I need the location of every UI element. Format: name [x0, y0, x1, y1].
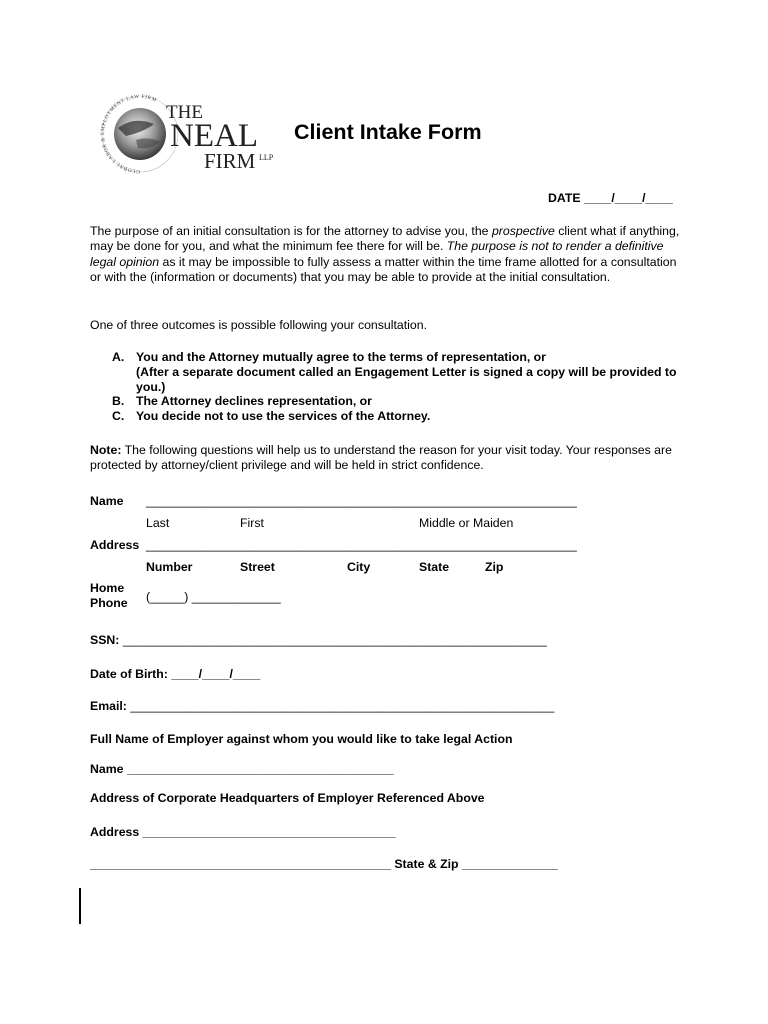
- globe-icon: [114, 108, 166, 160]
- svg-text:LLP: LLP: [259, 153, 274, 162]
- number-caption: Number: [146, 560, 193, 574]
- email-row: [90, 699, 554, 713]
- email-field[interactable]: ______________________________________________________________: [130, 699, 555, 713]
- ssn-field[interactable]: ______________________________________________________________: [122, 633, 547, 647]
- employer-name-row: [90, 762, 394, 776]
- outcomes-list: [112, 350, 702, 424]
- city-state-zip-row: [90, 857, 558, 871]
- name-label: Name: [90, 494, 124, 508]
- list-item: C. You decide not to use the services of the Attorney.: [112, 409, 431, 424]
- outcomes-intro: One of three outcomes is possible following your consultation.: [90, 318, 427, 332]
- dob-label: Date of Birth:: [90, 667, 168, 681]
- firm-logo: [96, 92, 286, 182]
- address-label: Address: [90, 538, 140, 552]
- form-title: Client Intake Form: [294, 120, 482, 144]
- logo-graphic: [96, 92, 286, 182]
- list-item: A. You and the Attorney mutually agree to the terms of representation, or (After a separate document called an Engagement Letter is signed a copy will be provided to you.): [112, 350, 677, 394]
- name-field[interactable]: _______________________________________________________________: [146, 494, 577, 508]
- text-cursor: [79, 888, 81, 924]
- zip-caption: Zip: [485, 560, 504, 574]
- employer-address-field[interactable]: _____________________________________: [142, 825, 396, 839]
- address-field[interactable]: _______________________________________________________________: [146, 538, 577, 552]
- employer-address-label: Address: [90, 825, 140, 839]
- employer-heading: Full Name of Employer against whom you would like to take legal Action: [90, 732, 513, 746]
- date-line: ____/____/____: [583, 191, 673, 205]
- ssn-row: [90, 633, 547, 647]
- svg-text:NEAL: NEAL: [170, 118, 258, 154]
- ssn-label: SSN:: [90, 633, 120, 647]
- svg-text:FIRM: FIRM: [204, 149, 256, 173]
- dob-field[interactable]: ____/____/____: [171, 667, 261, 681]
- date-label: DATE: [548, 191, 581, 205]
- employer-name-field[interactable]: _______________________________________: [126, 762, 394, 776]
- phone-label: Phone: [90, 596, 128, 610]
- state-zip-label: State & Zip: [394, 857, 459, 871]
- state-zip-field[interactable]: ______________: [462, 857, 558, 871]
- last-name-caption: Last: [146, 516, 170, 530]
- employer-address-row: [90, 825, 396, 839]
- date-field[interactable]: [548, 191, 673, 205]
- svg-text:GLOBAL LABOR & EMPLOYMENT LAW: GLOBAL LABOR & EMPLOYMENT LAW FIRM: [99, 93, 158, 175]
- city-field[interactable]: ____________________________________________: [90, 857, 391, 871]
- svg-text:THE: THE: [166, 102, 203, 123]
- email-label: Email:: [90, 699, 127, 713]
- hq-heading: Address of Corporate Headquarters of Employer Referenced Above: [90, 791, 485, 805]
- first-name-caption: First: [240, 516, 264, 530]
- dob-row: [90, 667, 260, 681]
- employer-name-label: Name: [90, 762, 124, 776]
- state-caption: State: [419, 560, 450, 574]
- street-caption: Street: [240, 560, 275, 574]
- list-item: B. The Attorney declines representation, or: [112, 394, 372, 409]
- city-caption: City: [347, 560, 371, 574]
- middle-name-caption: Middle or Maiden: [419, 516, 514, 530]
- phone-field[interactable]: (_____) _____________: [146, 590, 281, 604]
- intro-paragraph: The purpose of an initial consultation is for the attorney to advise you, the prospective client what if anything, may be done for you, and what the minimum fee there for will be. The purpose is not to render a definitive legal opinion as it may be impossible to fully assess a matter within the time frame allotted for a consultation or with the (information or documents) that you may be able to provide at the initial consultation.: [90, 224, 680, 284]
- home-label: Home: [90, 581, 125, 595]
- note-paragraph: Note: The following questions will help us to understand the reason for your visit today. Your responses are protected by attorney/client privilege and will be held in strict confidence.: [90, 443, 672, 473]
